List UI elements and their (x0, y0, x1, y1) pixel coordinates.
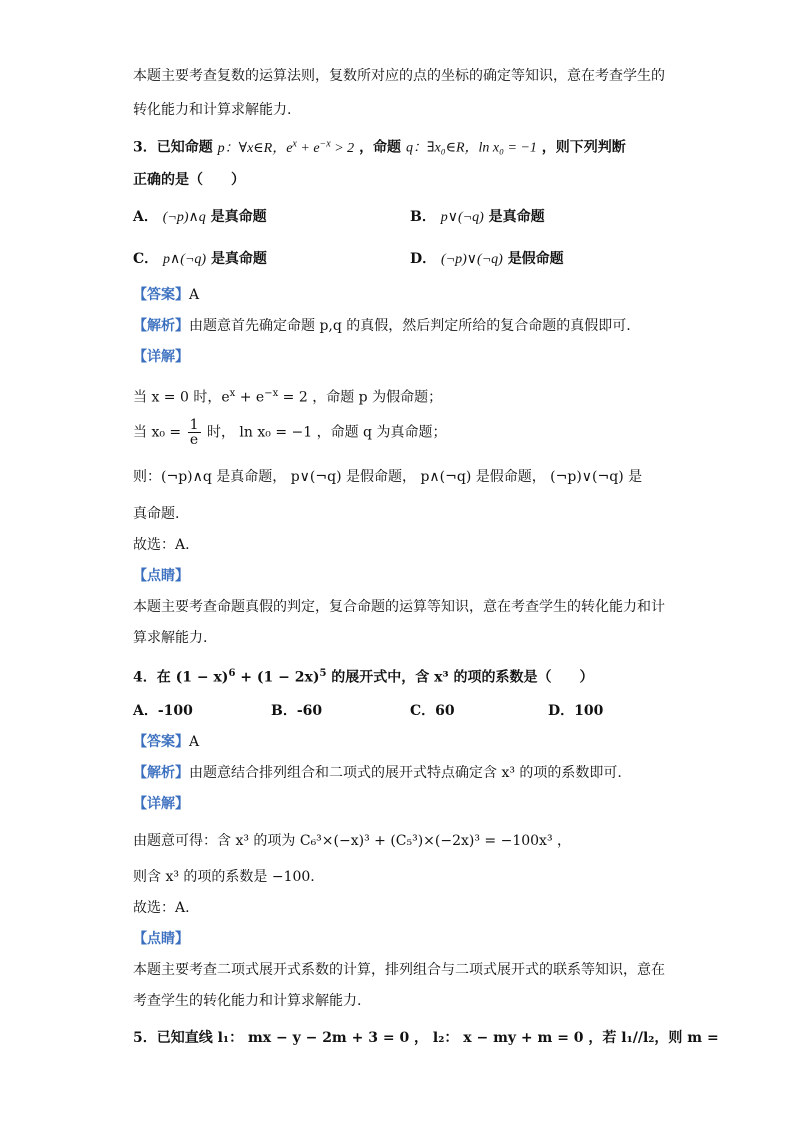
text-line: 转化能力和计算求解能力. (133, 102, 292, 118)
analysis-line: 【解析】由题意首先确定命题 p,q 的真假，然后判定所给的复合命题的真假即可. (133, 318, 631, 334)
comment-tag-line (133, 929, 189, 949)
question-4-stem: 4．在 $(1 - x)^6 + (1 - 2x)^5$ 的展开式中，含 x³ 的项的系数是（ ） (133, 668, 594, 686)
fraction: $\frac{1}{e}$ (189, 417, 199, 448)
answer-tag: 【答案】 (133, 734, 189, 750)
comment-tag: 【点睛】 (133, 931, 189, 947)
detail-line: 故选：A. (133, 537, 190, 553)
analysis-tag: 【解析】 (133, 765, 189, 781)
question-5-stem: 5．已知直线 l₁： mx − y − 2m + 3 = 0 ， l₂： x − my + m = 0 ，若 l₁//l₂，则 m = (133, 1030, 719, 1046)
option-a: A． (¬p)∧q 是真命题 (133, 209, 267, 225)
text-line: 本题主要考查复数的运算法则，复数所对应的点的坐标的确定等知识，意在考查学生的 (133, 68, 665, 84)
question-3-stem-cont: 正确的是（ ） (133, 172, 245, 188)
analysis-tag: 【解析】 (133, 318, 189, 334)
comment-line: 考查学生的转化能力和计算求解能力. (133, 993, 362, 1009)
comment-line: 本题主要考查二项式展开式系数的计算，排列组合与二项式展开式的联系等知识，意在 (133, 962, 665, 978)
detail-line: 则含 x³ 的项的系数是 −100. (133, 869, 315, 885)
detail-line: 真命题. (133, 506, 180, 522)
detail-line: 当 x₀ = $\frac{1}{e}$ 时， ln x₀ = −1 ，命题 q 为真命题； (133, 417, 447, 448)
analysis-line: 【解析】由题意结合排列组合和二项式的展开式特点确定含 x³ 的项的系数即可. (133, 765, 622, 781)
question-3-stem: 3．已知命题 p：∀x∈R，$e^x + e^{-x} > 2$ ，命题 q：∃x₀∈R，ln x₀ = −1 ，则下列判断 (133, 138, 626, 156)
option-d: D． (¬p)∨(¬q) 是假命题 (410, 251, 564, 267)
option-b: B． p∨(¬q) 是真命题 (410, 209, 545, 225)
comment-line: 本题主要考查命题真假的判定，复合命题的运算等知识，意在考查学生的转化能力和计 (133, 599, 665, 615)
detail-tag-line (133, 794, 189, 814)
detail-line: 当 x = 0 时，$e^x + e^{-x} = 2$ ，命题 p 为假命题； (133, 388, 443, 406)
option-a: A．-100 (133, 703, 193, 719)
option-c: C．60 (410, 703, 455, 719)
detail-line: 由题意可得：含 x³ 的项为 C₆³×(−x)³ + (C₅³)×(−2x)³ = −100x³ ， (133, 833, 572, 849)
option-c: C． p∧(¬q) 是真命题 (133, 251, 267, 267)
comment-tag-line (133, 566, 189, 586)
answer-line: 【答案】A (133, 734, 200, 750)
detail-tag-line (133, 347, 189, 367)
detail-tag: 【详解】 (133, 796, 189, 812)
comment-tag: 【点睛】 (133, 568, 189, 584)
comment-line: 算求解能力. (133, 630, 208, 646)
option-d: D．100 (548, 703, 604, 719)
detail-tag: 【详解】 (133, 349, 189, 365)
detail-line: 故选：A. (133, 900, 190, 916)
option-b: B．-60 (271, 703, 323, 719)
answer-tag: 【答案】 (133, 287, 189, 303)
answer-line: 【答案】A (133, 287, 200, 303)
detail-line: 则：(¬p)∧q 是真命题， p∨(¬q) 是假命题， p∧(¬q) 是假命题， (¬p)∨(¬q) 是 (133, 469, 643, 485)
